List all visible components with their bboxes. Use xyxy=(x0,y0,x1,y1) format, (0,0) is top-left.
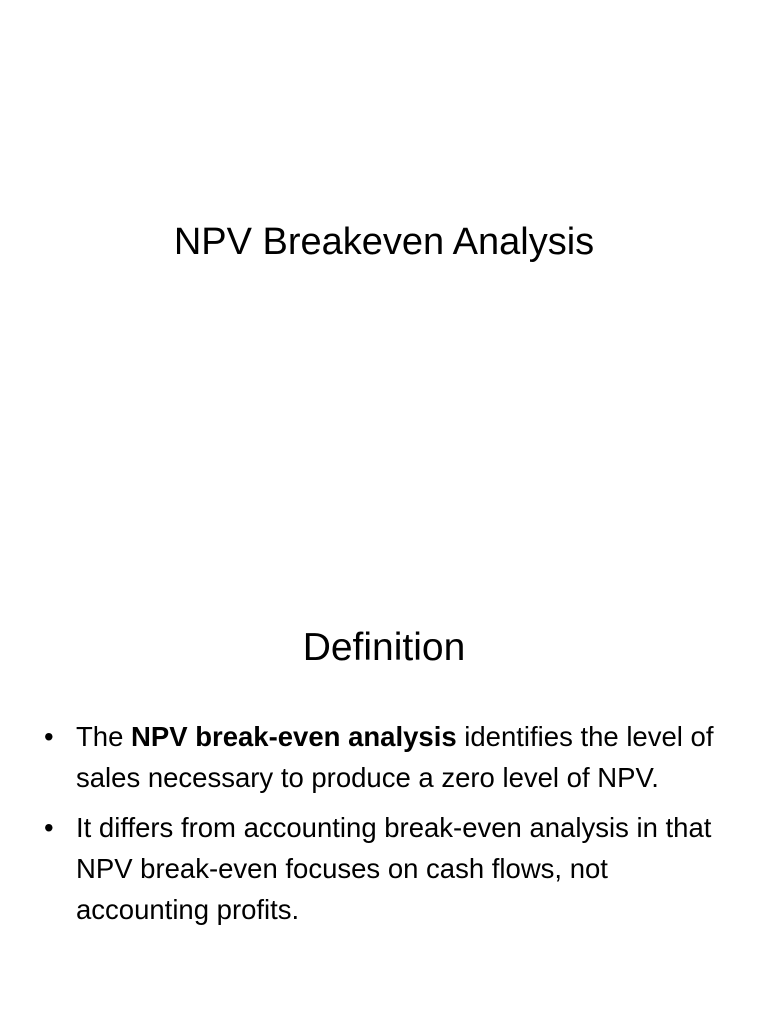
definition-heading: Definition xyxy=(302,626,466,669)
bullet-text xyxy=(76,812,711,925)
bullet-text xyxy=(76,721,713,793)
bullet-text-pre: It differs from accounting break-even analysis in that NPV break-even focuses on cash flows, not accounting profits. xyxy=(76,812,712,925)
bullet-item xyxy=(44,807,734,930)
bullet-list xyxy=(44,716,734,939)
bullet-dot-icon: • xyxy=(44,721,54,752)
bullet-dot-icon: • xyxy=(44,812,54,843)
slide-title: NPV Breakeven Analysis xyxy=(173,221,595,263)
bullet-text-pre: The xyxy=(76,721,132,752)
bullet-text-bold: NPV break-even analysis xyxy=(131,721,457,752)
bullet-item xyxy=(44,716,734,798)
bullet-text-post: identifies the level of sales necessary to produce a zero level of NPV. xyxy=(76,721,714,793)
slide-definition xyxy=(0,512,768,1024)
